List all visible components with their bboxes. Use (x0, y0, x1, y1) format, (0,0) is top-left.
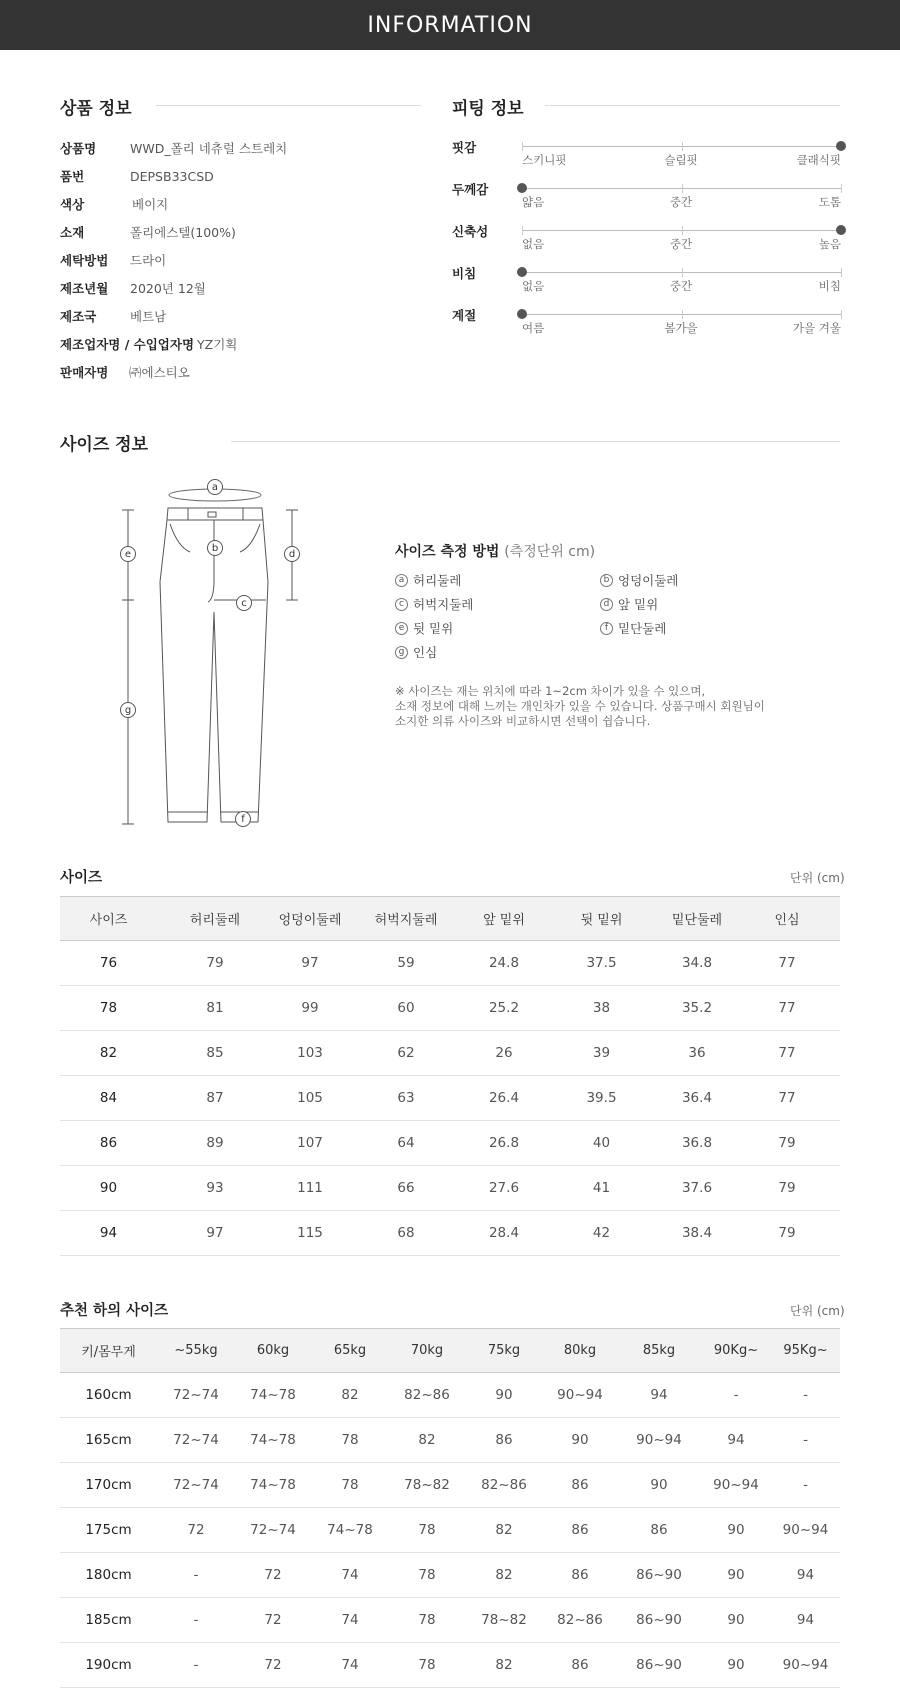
rec-table-cell: 86 (543, 1553, 617, 1598)
size-table-cell: 103 (273, 1031, 347, 1076)
rec-table-cell: 82~86 (543, 1598, 617, 1643)
size-table-cell: 37.6 (660, 1166, 734, 1211)
product-info-key: 소재 (60, 225, 85, 240)
size-table-head (60, 897, 840, 941)
product-info-value: ㈜에스티오 (129, 365, 190, 380)
fitting-key: 신축성 (452, 224, 489, 239)
size-table-cell: 77 (734, 1031, 840, 1076)
size-method-unit: (측정단위 cm) (504, 544, 596, 560)
rec-table-row (60, 1463, 840, 1508)
rec-table-head (60, 1329, 840, 1373)
size-table-header-cell: 밑단둘레 (660, 897, 734, 941)
product-info-key: 제조년월 (60, 281, 109, 296)
rec-table-cell: 74~78 (311, 1508, 389, 1553)
size-table-cell: 24.8 (465, 941, 543, 986)
size-table-cell: 107 (273, 1121, 347, 1166)
size-table-title: 사이즈 (60, 870, 103, 886)
rec-table-row (60, 1643, 840, 1688)
size-note-line: ※ 사이즈는 재는 위치에 따라 1~2cm 차이가 있을 수 있으며, (395, 684, 706, 698)
rec-table-cell: 82~86 (465, 1463, 543, 1508)
size-table-header-cell: 엉덩이둘레 (273, 897, 347, 941)
rec-table-row (60, 1553, 840, 1598)
rec-table-header-cell: 60kg (235, 1329, 311, 1373)
marker-a: a (207, 479, 223, 495)
rec-table-title: 추천 하의 사이즈 (60, 1303, 169, 1319)
rec-table-row (60, 1598, 840, 1643)
fitting-scale-label: 높음 (818, 237, 841, 251)
header-title: INFORMATION (367, 12, 533, 38)
size-method-item (395, 571, 461, 589)
rec-table-cell: 82 (465, 1553, 543, 1598)
rec-table-cell: 74 (311, 1598, 389, 1643)
fitting-scale-label: 봄가을 (664, 321, 698, 335)
product-info-row (60, 362, 190, 382)
rec-table-cell: 86 (543, 1463, 617, 1508)
fitting-info-divider (545, 105, 840, 106)
size-method-title (395, 541, 595, 561)
size-method-marker: e (395, 622, 408, 635)
size-table-cell: 97 (273, 941, 347, 986)
rec-size-table (60, 1328, 840, 1688)
size-table-cell: 25.2 (465, 986, 543, 1031)
product-info-value: 베이지 (132, 197, 169, 212)
rec-table-cell: 190cm (60, 1643, 157, 1688)
size-table-cell: 64 (347, 1121, 465, 1166)
rec-table-header-cell: 90Kg~ (701, 1329, 771, 1373)
size-table-cell: 36.4 (660, 1076, 734, 1121)
product-info-row (60, 250, 166, 270)
rec-table-row (60, 1373, 840, 1418)
fitting-level-dot (517, 267, 527, 277)
fitting-row (452, 304, 842, 344)
size-table-unit: 단위 (cm) (790, 871, 845, 885)
rec-table-header-cell: 70kg (389, 1329, 465, 1373)
size-table-cell: 86 (60, 1121, 157, 1166)
fitting-info-title: 피팅 정보 (452, 99, 524, 119)
size-table-cell: 111 (273, 1166, 347, 1211)
product-info-value: YZ기획 (197, 337, 238, 352)
rec-table-cell: 72 (235, 1598, 311, 1643)
rec-table-cell: 90 (701, 1598, 771, 1643)
rec-table-cell: 72 (235, 1553, 311, 1598)
size-table-cell: 77 (734, 941, 840, 986)
rec-table-cell: 78 (389, 1598, 465, 1643)
fitting-row (452, 136, 842, 176)
fitting-scale-tick (682, 310, 683, 319)
fitting-scale-label: 중간 (669, 195, 693, 209)
rec-table-cell: 90~94 (771, 1643, 840, 1688)
size-table-cell: 68 (347, 1211, 465, 1256)
fitting-level-dot (836, 141, 846, 151)
rec-table-cell: 78 (389, 1643, 465, 1688)
product-info-key: 제조업자명 / 수입업자명 (60, 337, 195, 352)
rec-table-cell: 78 (311, 1463, 389, 1508)
rec-table-cell: - (701, 1373, 771, 1418)
rec-table-row (60, 1418, 840, 1463)
size-method-item (600, 619, 666, 637)
size-table-row (60, 1166, 840, 1211)
fitting-scale-tick (841, 268, 842, 277)
rec-table-cell: 94 (617, 1373, 701, 1418)
rec-table-body (60, 1373, 840, 1688)
size-table-cell: 36 (660, 1031, 734, 1076)
rec-table-cell: 86 (465, 1418, 543, 1463)
product-info-value: 2020년 12월 (130, 281, 206, 296)
size-method-label: 뒷 밑위 (413, 621, 454, 636)
fitting-scale (522, 272, 841, 273)
size-table-header-cell: 인심 (734, 897, 840, 941)
rec-table-cell: 72 (157, 1508, 235, 1553)
fitting-scale-label: 얇음 (522, 195, 545, 209)
size-method-item (600, 571, 678, 589)
size-table-cell: 62 (347, 1031, 465, 1076)
size-table-cell: 38.4 (660, 1211, 734, 1256)
size-table-cell: 63 (347, 1076, 465, 1121)
rec-table-header-cell: 65kg (311, 1329, 389, 1373)
size-table-row (60, 941, 840, 986)
size-table-cell: 77 (734, 986, 840, 1031)
product-info-row (60, 334, 237, 354)
size-method-item (600, 595, 658, 613)
product-info-key: 상품명 (60, 141, 97, 156)
rec-table-cell: - (771, 1463, 840, 1508)
size-method-label: 허벅지둘레 (413, 597, 474, 612)
rec-table-cell: 94 (701, 1418, 771, 1463)
rec-table-header-cell: 85kg (617, 1329, 701, 1373)
rec-table-cell: 78~82 (465, 1598, 543, 1643)
size-table-header-row (60, 897, 840, 941)
rec-table-cell: 74~78 (235, 1373, 311, 1418)
size-table-cell: 38 (543, 986, 660, 1031)
rec-table-cell: 86 (543, 1508, 617, 1553)
size-table-cell: 59 (347, 941, 465, 986)
fitting-scale-tick (841, 184, 842, 193)
fitting-level-dot (836, 225, 846, 235)
size-table-cell: 26.4 (465, 1076, 543, 1121)
size-method-title-text: 사이즈 측정 방법 (395, 544, 500, 560)
size-info-title: 사이즈 정보 (60, 435, 149, 455)
fitting-scale-label: 도톰 (818, 195, 841, 209)
fitting-scale-tick (841, 310, 842, 319)
rec-table-cell: 90 (543, 1418, 617, 1463)
fitting-scale (522, 314, 841, 315)
fitting-scale-label: 없음 (522, 237, 545, 251)
size-table-cell: 78 (60, 986, 157, 1031)
size-table-cell: 39 (543, 1031, 660, 1076)
rec-table-cell: 74 (311, 1643, 389, 1688)
fitting-scale-label: 중간 (669, 279, 693, 293)
size-table-cell: 77 (734, 1076, 840, 1121)
size-table-cell: 79 (734, 1211, 840, 1256)
rec-table-cell: - (157, 1553, 235, 1598)
size-method-marker: c (395, 598, 408, 611)
size-note-line: 소지한 의류 사이즈와 비교하시면 선택이 쉽습니다. (395, 714, 651, 728)
marker-e: e (120, 546, 136, 562)
size-table-cell: 37.5 (543, 941, 660, 986)
size-table-cell: 93 (157, 1166, 273, 1211)
rec-table-cell: 90 (617, 1463, 701, 1508)
size-table (60, 896, 840, 1256)
fitting-scale-tick (682, 142, 683, 151)
rec-table-cell: 185cm (60, 1598, 157, 1643)
size-table-cell: 66 (347, 1166, 465, 1211)
rec-table-cell: 86~90 (617, 1598, 701, 1643)
size-table-cell: 99 (273, 986, 347, 1031)
fitting-row (452, 178, 842, 218)
size-table-cell: 82 (60, 1031, 157, 1076)
size-table-cell: 84 (60, 1076, 157, 1121)
size-method-label: 밑단둘레 (618, 621, 667, 636)
product-info-title: 상품 정보 (60, 99, 132, 119)
product-info-value: DEPSB33CSD (130, 168, 214, 184)
rec-table-cell: 94 (771, 1553, 840, 1598)
rec-table-cell: 74~78 (235, 1463, 311, 1508)
size-method-label: 허리둘레 (413, 573, 462, 588)
rec-table-cell: - (157, 1643, 235, 1688)
size-table-row (60, 1211, 840, 1256)
size-table-cell: 90 (60, 1166, 157, 1211)
rec-table-header-cell: 75kg (465, 1329, 543, 1373)
rec-table-cell: 72~74 (157, 1373, 235, 1418)
size-table-cell: 34.8 (660, 941, 734, 986)
size-table-cell: 97 (157, 1211, 273, 1256)
rec-table-cell: 90~94 (701, 1463, 771, 1508)
rec-table-cell: 74~78 (235, 1418, 311, 1463)
rec-table-cell: 90~94 (543, 1373, 617, 1418)
size-method-marker: g (395, 646, 408, 659)
product-info-key: 품번 (60, 169, 85, 184)
marker-c: c (236, 595, 252, 611)
fitting-row (452, 220, 842, 260)
size-table-header-cell: 앞 밑위 (465, 897, 543, 941)
rec-table-cell: 72~74 (157, 1418, 235, 1463)
size-table-cell: 26.8 (465, 1121, 543, 1166)
product-info-key: 판매자명 (60, 365, 109, 380)
size-table-cell: 26 (465, 1031, 543, 1076)
rec-table-cell: 90 (701, 1643, 771, 1688)
rec-table-cell: 72~74 (235, 1508, 311, 1553)
rec-table-unit: 단위 (cm) (790, 1304, 845, 1318)
size-table-row (60, 986, 840, 1031)
product-info-row (60, 222, 236, 242)
size-method-marker: d (600, 598, 613, 611)
fitting-scale-tick (682, 268, 683, 277)
size-table-body (60, 941, 840, 1256)
fitting-row (452, 262, 842, 302)
rec-table-row (60, 1508, 840, 1553)
size-table-cell: 79 (157, 941, 273, 986)
size-method-item (395, 619, 453, 637)
size-table-cell: 79 (734, 1121, 840, 1166)
product-info-row (60, 278, 206, 298)
fitting-scale-label: 중간 (669, 237, 693, 251)
product-info-row (60, 138, 287, 158)
fitting-key: 계절 (452, 308, 477, 323)
fitting-scale-label: 스키니핏 (522, 153, 567, 167)
size-method-marker: f (600, 622, 613, 635)
fitting-scale-tick (682, 184, 683, 193)
size-table-cell: 35.2 (660, 986, 734, 1031)
fitting-scale (522, 146, 841, 147)
rec-table-cell: 86~90 (617, 1553, 701, 1598)
rec-table-header-row (60, 1329, 840, 1373)
rec-table-cell: 86 (543, 1643, 617, 1688)
rec-table-cell: 90 (701, 1508, 771, 1553)
size-table-cell: 41 (543, 1166, 660, 1211)
rec-table-cell: 82 (465, 1508, 543, 1553)
rec-table-cell: 90 (701, 1553, 771, 1598)
rec-table-cell: 175cm (60, 1508, 157, 1553)
product-info-key: 세탁방법 (60, 253, 109, 268)
size-method-marker: a (395, 574, 408, 587)
rec-table-cell: 82~86 (389, 1373, 465, 1418)
product-info-value: WWD_폴리 네츄럴 스트레치 (130, 141, 288, 156)
rec-table-cell: 94 (771, 1598, 840, 1643)
product-info-value: 드라이 (130, 253, 167, 268)
rec-table-cell: 72 (235, 1643, 311, 1688)
rec-table-cell: 90~94 (617, 1418, 701, 1463)
rec-table-cell: 86 (617, 1508, 701, 1553)
size-table-cell: 94 (60, 1211, 157, 1256)
rec-table-cell: 86~90 (617, 1643, 701, 1688)
fitting-scale-label: 비침 (818, 279, 841, 293)
size-table-cell: 115 (273, 1211, 347, 1256)
fitting-scale-label: 없음 (522, 279, 545, 293)
size-table-cell: 39.5 (543, 1076, 660, 1121)
size-table-cell: 27.6 (465, 1166, 543, 1211)
fitting-scale-tick (522, 226, 523, 235)
rec-table-cell: 90~94 (771, 1508, 840, 1553)
size-table-cell: 105 (273, 1076, 347, 1121)
size-table-cell: 87 (157, 1076, 273, 1121)
size-method-label: 인심 (413, 645, 438, 660)
size-table-row (60, 1121, 840, 1166)
rec-table-cell: 82 (389, 1418, 465, 1463)
rec-table-cell: 160cm (60, 1373, 157, 1418)
rec-table-cell: 72~74 (157, 1463, 235, 1508)
rec-table-cell: 78~82 (389, 1463, 465, 1508)
fitting-key: 핏감 (452, 140, 477, 155)
rec-table-cell: 78 (311, 1418, 389, 1463)
rec-table-cell: 165cm (60, 1418, 157, 1463)
fitting-level-dot (517, 309, 527, 319)
fitting-scale-tick (682, 226, 683, 235)
marker-f: f (235, 811, 251, 827)
rec-table-cell: - (771, 1373, 840, 1418)
rec-table-header-cell: 95Kg~ (771, 1329, 840, 1373)
size-table-cell: 81 (157, 986, 273, 1031)
fitting-key: 두께감 (452, 182, 489, 197)
rec-table-header-cell: 키/몸무게 (60, 1329, 157, 1373)
size-table-row (60, 1031, 840, 1076)
product-info-key: 제조국 (60, 309, 97, 324)
size-table-header-cell: 허리둘레 (157, 897, 273, 941)
size-table-cell: 85 (157, 1031, 273, 1076)
size-table-header-cell: 사이즈 (60, 897, 157, 941)
fitting-scale (522, 188, 841, 189)
marker-g: g (120, 702, 136, 718)
product-info-divider (156, 105, 421, 106)
product-info-row (60, 194, 168, 214)
size-info-divider (231, 441, 840, 442)
rec-table-cell: 74 (311, 1553, 389, 1598)
size-method-marker: b (600, 574, 613, 587)
fitting-scale (522, 230, 841, 231)
size-table-header-cell: 뒷 밑위 (543, 897, 660, 941)
size-table-cell: 60 (347, 986, 465, 1031)
size-note-line: 소재 정보에 대해 느끼는 개인차가 있을 수 있습니다. 상품구매시 회원님이 (395, 699, 765, 713)
fitting-level-dot (517, 183, 527, 193)
rec-table-cell: 82 (311, 1373, 389, 1418)
marker-b: b (207, 540, 223, 556)
rec-table-cell: 78 (389, 1553, 465, 1598)
size-table-cell: 36.8 (660, 1121, 734, 1166)
size-table-cell: 89 (157, 1121, 273, 1166)
fitting-scale-label: 가을 겨울 (792, 321, 841, 335)
size-table-cell: 40 (543, 1121, 660, 1166)
size-table-cell: 28.4 (465, 1211, 543, 1256)
size-method-item (395, 643, 437, 661)
product-info-row (60, 306, 166, 326)
rec-table-cell: 78 (389, 1508, 465, 1553)
size-table-header-cell: 허벅지둘레 (347, 897, 465, 941)
fitting-scale-label: 여름 (522, 321, 545, 335)
rec-table-cell: 82 (465, 1643, 543, 1688)
fitting-scale-label: 클래식핏 (796, 153, 841, 167)
pants-diagram (100, 472, 330, 832)
size-method-item (395, 595, 473, 613)
rec-table-cell: - (157, 1598, 235, 1643)
rec-table-header-cell: 80kg (543, 1329, 617, 1373)
rec-table-cell: 170cm (60, 1463, 157, 1508)
rec-table-cell: - (771, 1418, 840, 1463)
page-header-banner (0, 0, 900, 50)
product-info-row (60, 166, 214, 186)
fitting-scale-label: 슬림핏 (664, 153, 698, 167)
size-table-cell: 79 (734, 1166, 840, 1211)
rec-table-cell: 90 (465, 1373, 543, 1418)
fitting-key: 비침 (452, 266, 477, 281)
product-info-key: 색상 (60, 197, 85, 212)
size-table-cell: 76 (60, 941, 157, 986)
fitting-scale-tick (522, 142, 523, 151)
size-method-label: 앞 밑위 (618, 597, 659, 612)
rec-table-header-cell: ~55kg (157, 1329, 235, 1373)
marker-d: d (284, 546, 300, 562)
size-table-row (60, 1076, 840, 1121)
size-table-cell: 42 (543, 1211, 660, 1256)
product-info-value: 폴리에스텔(100%) (130, 225, 236, 240)
product-info-value: 베트남 (130, 309, 167, 324)
rec-table-cell: 180cm (60, 1553, 157, 1598)
size-method-label: 엉덩이둘레 (618, 573, 679, 588)
